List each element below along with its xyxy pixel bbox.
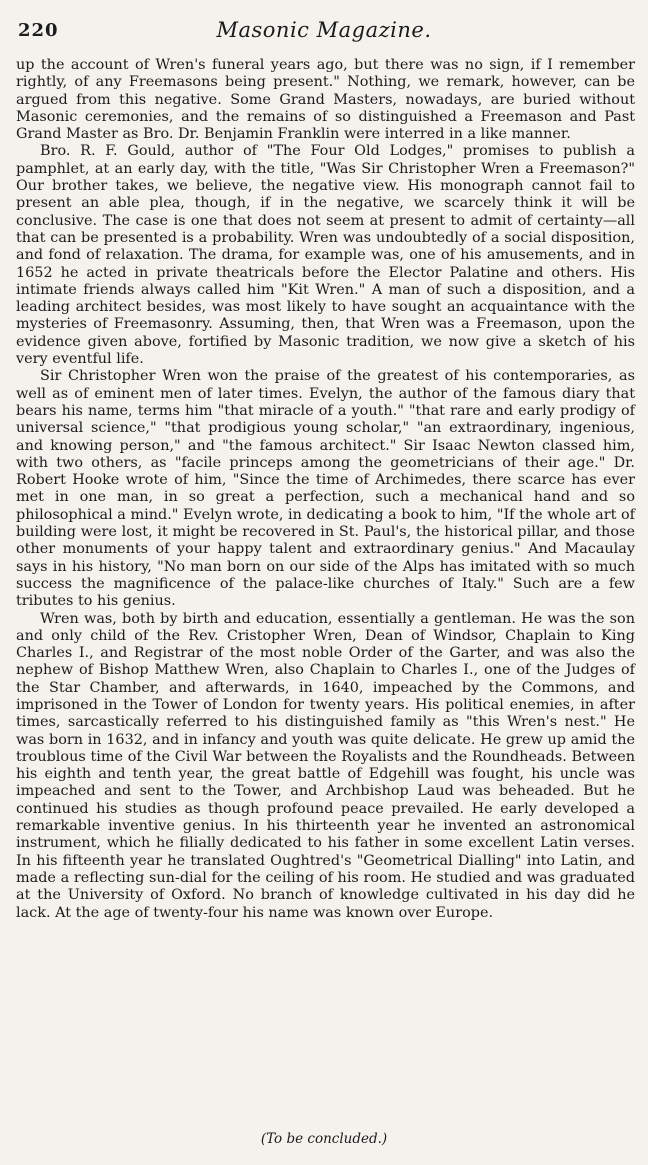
paragraph-funeral: up the account of Wren's funeral years ago, but there was no sign, if I remember rightly, of any Freemasons being present." Nothing, we remark, however, can be argued from this negative. Some Grand Masters, nowadays, are buried without Masonic ceremonies, and the remains of so distinguished a Freemason and Past Grand Master as Bro. Dr. Benjamin Franklin were interred in a like manner.: [16, 57, 635, 143]
page-number: 220: [18, 20, 59, 41]
paragraph-gould-pamphlet: Bro. R. F. Gould, author of "The Four Old Lodges," promises to publish a pamphlet, at an early day, with the title, "Was Sir Christopher Wren a Freemason?" Our brother takes, we believe, the negative view. His monograph cannot fail to present an able plea, though, if in the negative, we scarcely think it will be conclusive. The case is one that does not seem at present to admit of certainty—all that can be presented is a probability. Wren was undoubtedly of a social disposition, and fond of relaxation. The drama, for example was, one of his amusements, and in 1652 he acted in private theatricals before the Elector Palatine and others. His intimate friends always called him "Kit Wren." A man of such a disposition, and a leading architect besides, was most likely to have sought an acquaintance with the mysteries of Freemasonry. Assuming, then, that Wren was a Freemason, upon the evidence given above, fortified by Masonic tradition, we now give a sketch of his very eventful life.: [16, 143, 635, 368]
running-title: Masonic Magazine.: [216, 18, 432, 42]
continuation-note: (To be concluded.): [260, 1131, 388, 1147]
page-header: [18, 14, 630, 48]
paragraph-early-life: Wren was, both by birth and education, essentially a gentleman. He was the son and only child of the Rev. Cristopher Wren, Dean of Windsor, Chaplain to King Charles I., and Registrar of the most noble Order of the Garter, and was also the nephew of Bishop Matthew Wren, also Chaplain to Charles I., one of the Judges of the Star Chamber, and afterwards, in 1640, impeached by the Commons, and imprisoned in the Tower of London for twenty years. His political enemies, in after times, sarcastically referred to his distinguished family as "this Wren's nest." He was born in 1632, and in infancy and youth was quite delicate. He grew up amid the troublous time of the Civil War between the Royalists and the Roundheads. Between his eighth and tenth year, the great battle of Edgehill was fought, his uncle was impeached and sent to the Tower, and Archbishop Laud was beheaded. But he continued his studies as though profound peace prevailed. He early developed a remarkable inventive genius. In his thirteenth year he invented an astronomical instrument, which he filially dedicated to his father in some excellent Latin verses. In his fifteenth year he translated Oughtred's "Geometrical Dialling" into Latin, and made a reflecting sun-dial for the ceiling of his room. He studied and was graduated at the University of Oxford. No branch of knowledge cultivated in his day did he lack. At the age of twenty-four his name was known over Europe.: [16, 610, 635, 921]
paragraph-contemporary-praise: Sir Christopher Wren won the praise of the greatest of his contemporaries, as well as of eminent men of later times. Evelyn, the author of the famous diary that bears his name, terms him "that miracle of a youth." "that rare and early prodigy of universal science," "that prodigious young scholar," "an extraordinary, ingenious, and knowing person," and "the famous architect." Sir Isaac Newton classed him, with two others, as "facile princeps among the geometricians of their age." Dr. Robert Hooke wrote of him, "Since the time of Archimedes, there scarce has ever met in one man, in so great a perfection, such a mechanical hand and so philosophical a mind." Evelyn wrote, in dedicating a book to him, "If the whole art of building were lost, it might be recovered in St. Paul's, the historical pillar, and those other monuments of your happy talent and extraordinary genius." And Macaulay says in his history, "No man born on our side of the Alps has imitated with so much success the magnificence of the palace-like churches of Italy." Such are a few tributes to his genius.: [16, 368, 635, 610]
article-body: [16, 57, 635, 922]
